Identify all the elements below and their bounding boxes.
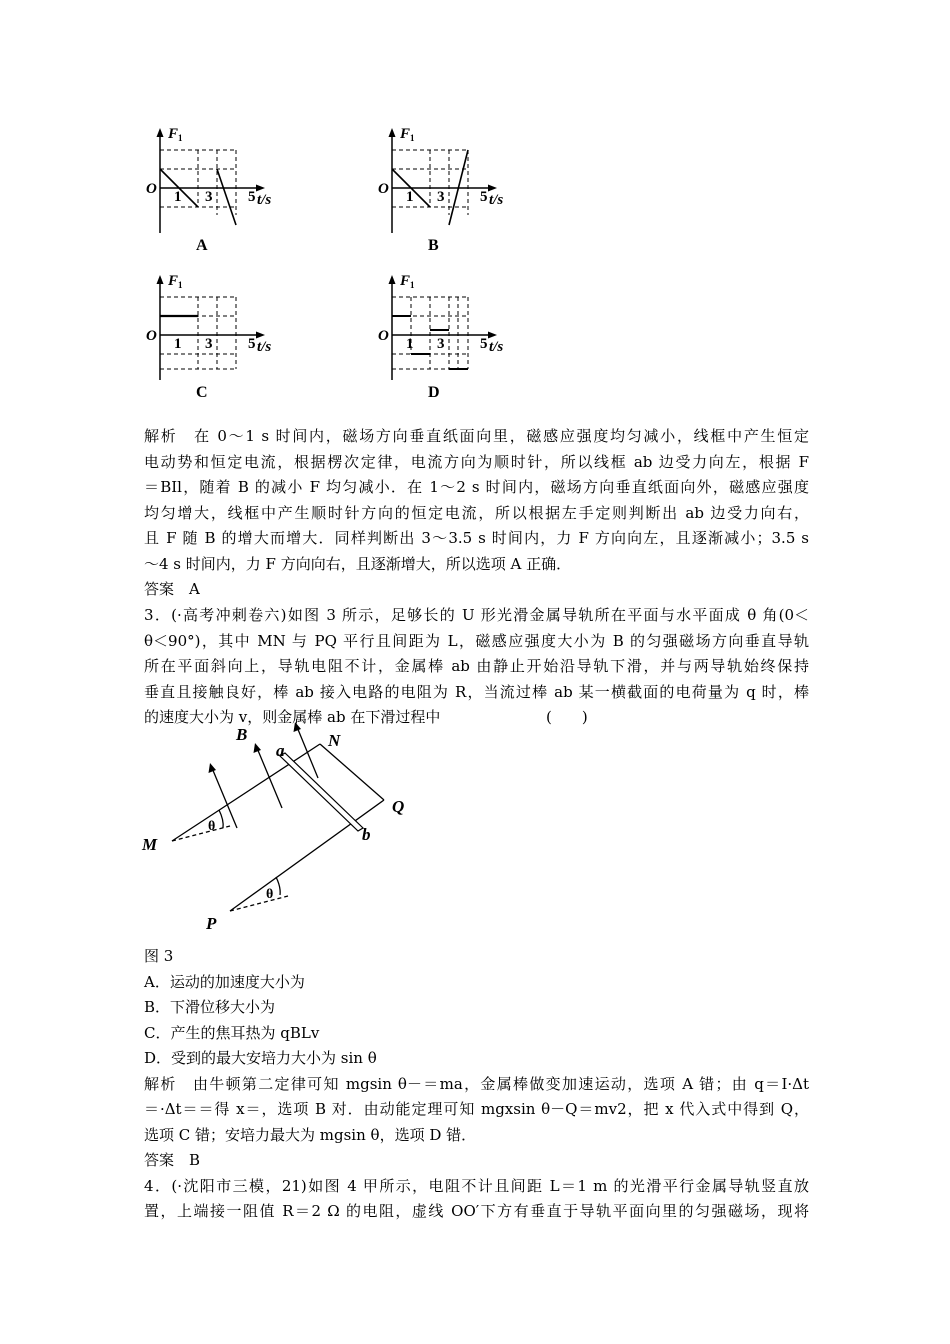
solution-2-line: 解析 在 0～1 s 时间内，磁场方向垂直纸面向里，磁感应强度均匀减小，线框中产生恒定 — [144, 427, 809, 445]
graph-a-ysub: 1 — [178, 133, 183, 143]
question-4-line: 4．(·沈阳市三模，21)如图 4 甲所示，电阻不计且间距 L＝1 m 的光滑平行金属导轨竖直放 — [144, 1176, 809, 1195]
question-3-line: 所在平面斜向上，导轨电阻不计，金属棒 ab 由静止开始沿导轨下滑，并与两导轨始终保持 — [144, 657, 809, 675]
solution-2-line: 电动势和恒定电流，根据楞次定律，电流方向为顺时针，所以线框 ab 边受力向左，根据 F — [144, 452, 809, 471]
answer-paren: ( ) — [546, 708, 588, 726]
question-3-line: θ＜90°)，其中 MN 与 PQ 平行且间距为 L，磁感应强度大小为 B 的匀强磁场方向垂直导轨 — [144, 631, 809, 650]
graph-d-caption: D — [428, 384, 440, 401]
fig3-label-q: Q — [392, 797, 405, 816]
graph-c-tick-5: 5 — [248, 336, 256, 352]
graph-b-tunit: t/s — [489, 192, 504, 208]
graph-a-origin: O — [146, 181, 157, 197]
solution-2-line: 且 F 随 B 的增大而增大．同样判断出 3～3.5 s 时间内，力 F 方向向左，且逐渐减小；3.5 s — [144, 529, 809, 547]
graph-c — [146, 272, 272, 402]
graph-d — [378, 272, 504, 402]
graph-d-origin: O — [378, 328, 389, 344]
question-4-line: 置，上端接一阻值 R＝2 Ω 的电阻，虚线 OO′下方有垂直于导轨平面向里的匀强磁场，现将 — [144, 1202, 809, 1220]
option-d: D．受到的最大安培力大小为 sin θ — [144, 1049, 377, 1067]
solution-3-line: 解析 由牛顿第二定律可知 mgsin θ－＝ma，金属棒做变加速运动，选项 A 错；由 q＝I·Δt — [144, 1074, 809, 1093]
graph-a-tick-5: 5 — [248, 189, 256, 205]
graph-b-tick-5: 5 — [480, 189, 488, 205]
solution-2-line: ＝BIl，随着 B 的减小 F 均匀减小．在 1～2 s 时间内，磁场方向垂直纸面向外，磁感应强度 — [144, 478, 809, 496]
graph-c-ylabel: F — [168, 273, 179, 289]
fig3-theta-m: θ — [208, 819, 216, 834]
graph-a-tick-1: 1 — [174, 189, 182, 205]
question-3-last-line: 的速度大小为 v，则金属棒 ab 在下滑过程中 — [144, 708, 441, 726]
graph-b — [378, 125, 504, 255]
graph-a-tick-3: 3 — [205, 189, 213, 205]
fig3-label-p: P — [206, 914, 217, 933]
graph-d-ysub: 1 — [410, 280, 415, 290]
graph-d-tunit: t/s — [489, 339, 504, 355]
solution-2 — [144, 424, 809, 603]
question-3-line: 垂直且接触良好，棒 ab 接入电路的电阻为 R，当流过棒 ab 某一横截面的电荷量为 q 时，棒 — [144, 682, 809, 701]
graph-b-ylabel: F — [400, 126, 411, 142]
solution-3-line: ＝·Δt＝＝得 x＝，选项 B 对．由动能定理可知 mgxsin θ－Q＝mv2，把 x 代入式中得到 Q， — [144, 1100, 809, 1118]
figure-3-caption: 图 3 — [144, 947, 174, 965]
fig3-label-n: N — [328, 731, 341, 750]
graph-c-origin: O — [146, 328, 157, 344]
graph-d-tick-5: 5 — [480, 336, 488, 352]
answer-2: 答案 A — [144, 580, 200, 598]
graph-c-ysub: 1 — [178, 280, 183, 290]
option-a: A．运动的加速度大小为 — [144, 972, 305, 991]
option-c: C．产生的焦耳热为 qBLv — [144, 1023, 320, 1042]
graph-b-caption: B — [428, 237, 439, 254]
fig3-label-m: M — [142, 835, 158, 854]
question-3 — [144, 603, 809, 731]
figure-3 — [140, 720, 430, 940]
fig3-label-b-field: B — [236, 725, 248, 744]
option-b: B．下滑位移大小为 — [144, 998, 276, 1016]
graph-a-caption: A — [196, 237, 208, 254]
fig3-label-b: b — [362, 825, 371, 844]
solution-3-line: 选项 C 错；安培力最大为 mgsin θ，选项 D 错． — [144, 1125, 477, 1144]
graph-c-tick-3: 3 — [205, 336, 213, 352]
graph-a — [146, 125, 272, 255]
graph-c-caption: C — [196, 384, 208, 401]
graph-c-tunit: t/s — [257, 339, 272, 355]
graph-d-tick-1: 1 — [406, 336, 414, 352]
fig3-theta-p: θ — [266, 887, 274, 902]
graph-b-ysub: 1 — [410, 133, 415, 143]
graph-c-tick-1: 1 — [174, 336, 182, 352]
graph-b-tick-1: 1 — [406, 189, 414, 205]
graph-b-origin: O — [378, 181, 389, 197]
graph-a-ylabel: F — [168, 126, 179, 142]
graph-a-tunit: t/s — [257, 192, 272, 208]
answer-3: 答案 B — [144, 1151, 201, 1169]
fig3-label-a: a — [276, 741, 285, 760]
question-3-line: 3．(·高考冲刺卷六)如图 3 所示，足够长的 U 形光滑金属导轨所在平面与水平面成 θ 角(0＜ — [144, 606, 809, 624]
graph-b-tick-3: 3 — [437, 189, 445, 205]
solution-2-line: ～4 s 时间内，力 F 方向向右，且逐渐增大，所以选项 A 正确． — [144, 554, 572, 573]
graph-d-ylabel: F — [400, 273, 411, 289]
question-3-body — [144, 944, 809, 1225]
graph-d-tick-3: 3 — [437, 336, 445, 352]
solution-2-line: 均匀增大，线框中产生顺时针方向的恒定电流，所以根据左手定则判断出 ab 边受力向右， — [144, 503, 809, 522]
